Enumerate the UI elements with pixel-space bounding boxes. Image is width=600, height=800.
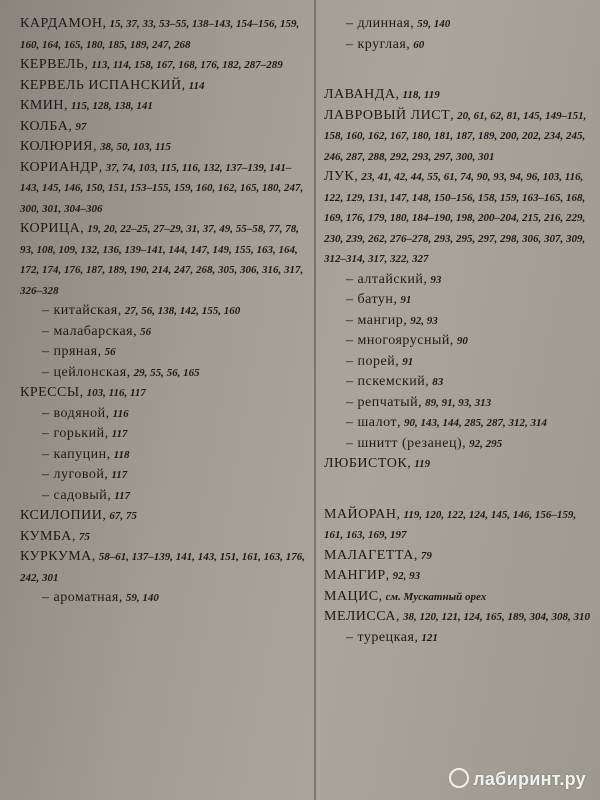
entry-term: ЛЮБИСТОК: [324, 456, 408, 471]
entry-pages: 119, 120, 122, 124, 145, 146, 156–159, 161, 163, 169, 197: [324, 508, 577, 541]
entry-pages: 75: [78, 530, 90, 543]
entry-term: МАНГИР: [324, 568, 386, 583]
entry-pages: 113, 114, 158, 167, 168, 176, 182, 287–289: [91, 59, 283, 71]
entry-term: КЕРВЕЛЬ ИСПАНСКИЙ: [20, 77, 182, 93]
entry-pages: 83: [432, 376, 444, 388]
entry-pages: 38, 120, 121, 124, 165, 189, 304, 308, 310: [403, 611, 591, 623]
entry-pages: 90, 143, 144, 285, 287, 312, 314: [404, 417, 548, 429]
entry-pages: 117: [111, 428, 128, 440]
index-subentry: – ароматная, 59, 140: [42, 590, 159, 605]
entry-pages: 29, 55, 56, 165: [133, 366, 200, 379]
index-subentry: – капуцин, 118: [42, 446, 130, 462]
index-subentry: – малабарская, 56: [42, 323, 152, 339]
index-entry: ЛАВРОВЫЙ ЛИСТ, 20, 61, 62, 81, 145, 149–151, 158, 160, 162, 167, 180, 181, 187, 189, 200, 202, 234, 245, 246, 287, 288, 292, 293, 297, 300, 301: [324, 107, 587, 163]
entry-pages: 121: [421, 631, 438, 644]
entry-term: МАЛАГЕТТА: [324, 547, 414, 563]
index-entry: МАЙОРАН, 119, 120, 122, 124, 145, 146, 156–159, 161, 163, 169, 197: [324, 506, 577, 541]
index-entry: МЕЛИССА, 38, 120, 121, 124, 165, 189, 304, 308, 310: [324, 609, 591, 624]
entry-pages: 118, 119: [402, 89, 440, 101]
entry-term: КЕРВЕЛЬ: [20, 57, 85, 72]
entry-pages: 92, 93: [410, 314, 438, 327]
index-entry: КРЕССЫ, 103, 116, 117: [20, 385, 146, 400]
index-entry: КЕРВЕЛЬ ИСПАНСКИЙ, 114: [20, 77, 205, 93]
index-entry: КОЛЮРИЯ, 38, 50, 103, 115: [20, 139, 171, 154]
index-entry: КОРИЦА, 19, 20, 22–25, 27–29, 31, 37, 49, 55–58, 77, 78, 93, 108, 109, 132, 136, 139–141, 144, 147, 149, 155, 163, 164, 172, 174, 176, 187, 189, 190, 214, 247, 268, 305, 306, 316, 317, 326–328: [20, 221, 304, 297]
index-subentry: – луговой, 117: [42, 467, 128, 482]
index-entry: ЛАВАНДА, 118, 119: [324, 87, 440, 102]
watermark-text: лабиринт.ру: [473, 769, 586, 789]
entry-term: – репчатый: [346, 394, 419, 410]
entry-pages: 20, 61, 62, 81, 145, 149–151, 158, 160, 162, 167, 180, 181, 187, 189, 200, 202, 234, 245, 246, 287, 288, 292, 293, 297, 300, 301: [324, 109, 587, 163]
entry-term: – круглая: [346, 36, 407, 52]
entry-pages: 92, 93: [392, 570, 421, 582]
entry-term: – шнитт (резанец): [346, 435, 463, 451]
labirint-logo-icon: [449, 768, 469, 788]
index-subentry: – многоярусный, 90: [346, 333, 468, 348]
index-subentry: – горький, 117: [42, 426, 128, 441]
entry-term: МАЙОРАН: [324, 506, 397, 522]
entry-pages: 15, 37, 33, 53–55, 138–143, 154–156, 159, 160, 164, 165, 180, 185, 189, 247, 268: [20, 18, 300, 51]
entry-pages: 37, 74, 103, 115, 116, 132, 137–139, 141–143, 145, 146, 150, 151, 153–155, 159, 160, 162, 165, 180, 247, 300, 301, 304–306: [20, 161, 304, 215]
entry-pages: 118: [113, 448, 130, 461]
entry-pages: 103, 116, 117: [86, 387, 146, 399]
index-entry: КЕРВЕЛЬ, 113, 114, 158, 167, 168, 176, 182, 287–289: [20, 57, 283, 72]
entry-term: – горький: [42, 426, 105, 441]
entry-term: – шалот: [346, 415, 398, 430]
entry-term: ЛАВРОВЫЙ ЛИСТ: [324, 107, 451, 123]
index-entry: КМИН, 115, 128, 138, 141: [20, 98, 153, 113]
entry-term: – длинная: [346, 16, 411, 31]
entry-term: КОЛБА: [20, 118, 69, 134]
entry-term: – ароматная: [42, 590, 119, 605]
entry-pages: 89, 91, 93, 313: [425, 396, 492, 409]
index-subentry: – турецкая, 121: [346, 629, 438, 645]
index-subentry: – шнитт (резанец), 92, 295: [346, 435, 503, 451]
entry-see-also: см. Мускатный орех: [385, 590, 487, 603]
index-entry: МАНГИР, 92, 93: [324, 568, 421, 583]
entry-pages: 60: [413, 38, 425, 51]
index-subentry: – алтайский, 93: [346, 271, 442, 287]
index-entry: КСИЛОПИИ, 67, 75: [20, 508, 137, 523]
entry-term: КАРДАМОН: [20, 16, 103, 31]
index-subentry: – шалот, 90, 143, 144, 285, 287, 312, 314: [346, 415, 548, 430]
index-subentry: – пскемский, 83: [346, 374, 444, 389]
entry-pages: 97: [75, 120, 87, 133]
entry-pages: 115, 128, 138, 141: [71, 100, 153, 112]
entry-pages: 119: [414, 458, 431, 470]
entry-pages: 117: [111, 469, 128, 481]
index-entry: КУМБА, 75: [20, 528, 90, 544]
index-subentry: – водяной, 116: [42, 405, 129, 421]
entry-pages: 38, 50, 103, 115: [100, 141, 171, 153]
entry-pages: 91: [400, 294, 412, 306]
entry-term: МЕЛИССА: [324, 609, 397, 624]
index-subentry: – порей, 91: [346, 353, 414, 369]
entry-pages: 58–61, 137–139, 141, 143, 151, 161, 163, 176, 242, 301: [20, 551, 306, 584]
index-entry: КОЛБА, 97: [20, 118, 87, 134]
index-entry: КУРКУМА, 58–61, 137–139, 141, 143, 151, 161, 163, 176, 242, 301: [20, 549, 306, 584]
index-column-right: [324, 14, 592, 648]
entry-pages: 56: [104, 346, 116, 358]
watermark: [449, 768, 586, 790]
index-column-left: [20, 14, 310, 609]
entry-term: – цейлонская: [42, 364, 127, 380]
entry-pages: 91: [402, 355, 414, 368]
entry-term: КСИЛОПИИ: [20, 508, 103, 523]
entry-pages: 56: [140, 325, 152, 338]
entry-pages: 79: [420, 549, 432, 562]
entry-term: – пряная: [42, 344, 98, 359]
entry-pages: 92, 295: [469, 437, 503, 450]
entry-pages: 23, 41, 42, 44, 55, 61, 74, 90, 93, 94, 96, 103, 116, 122, 129, 131, 147, 148, 150–156, 158, 159, 163–165, 168, 169, 176, 179, 180, 184–190, 198, 200–204, 215, 216, 229, 230, 239, 262, 276–278, 293, 295, 297, 298, 306, 307, 309, 312–314, 317, 322, 327: [324, 171, 586, 265]
entry-term: – батун: [346, 292, 394, 307]
entry-pages: 116: [112, 407, 129, 420]
index-subentry: – пряная, 56: [42, 344, 116, 359]
index-entry: ЛЮБИСТОК, 119: [324, 456, 431, 471]
entry-term: – водяной: [42, 405, 106, 421]
entry-term: КОРИАНДР: [20, 159, 99, 175]
entry-term: – пскемский: [346, 374, 426, 389]
entry-term: КМИН: [20, 98, 65, 113]
section-gap: [324, 55, 592, 77]
index-subentry: – садовый, 117: [42, 487, 131, 503]
entry-term: – садовый: [42, 487, 108, 503]
index-subentry: – китайская, 27, 56, 138, 142, 155, 160: [42, 303, 241, 318]
index-entry: КАРДАМОН, 15, 37, 33, 53–55, 138–143, 154–156, 159, 160, 164, 165, 180, 185, 189, 247, 268: [20, 16, 300, 51]
entry-term: – китайская: [42, 303, 118, 318]
entry-term: КУРКУМА: [20, 549, 92, 564]
entry-term: – алтайский: [346, 271, 424, 287]
entry-pages: 59, 140: [417, 18, 451, 30]
entry-pages: 19, 20, 22–25, 27–29, 31, 37, 49, 55–58, 77, 78, 93, 108, 109, 132, 136, 139–141, 144, 147, 149, 155, 163, 164, 172, 174, 176, 187, 189, 190, 214, 247, 268, 305, 306, 316, 317, 326–328: [20, 223, 304, 297]
entry-pages: 27, 56, 138, 142, 155, 160: [124, 305, 241, 317]
entry-term: КОЛЮРИЯ: [20, 139, 94, 154]
index-subentry: – цейлонская, 29, 55, 56, 165: [42, 364, 200, 380]
index-subentry: – репчатый, 89, 91, 93, 313: [346, 394, 492, 410]
index-subentry: – мангир, 92, 93: [346, 312, 438, 328]
entry-pages: 117: [114, 489, 131, 502]
entry-term: – турецкая: [346, 629, 415, 645]
entry-pages: 67, 75: [109, 510, 137, 522]
entry-pages: 114: [188, 79, 205, 92]
entry-pages: 90: [456, 335, 468, 347]
index-subentry: – батун, 91: [346, 292, 412, 307]
entry-pages: 93: [430, 273, 442, 286]
index-entry: ЛУК, 23, 41, 42, 44, 55, 61, 74, 90, 93, 94, 96, 103, 116, 122, 129, 131, 147, 148, 150–156, 158, 159, 163–165, 168, 169, 176, 179, 180, 184–190, 198, 200–204, 215, 216, 229, 230, 239, 262, 276–278, 293, 295, 297, 298, 306, 307, 309, 312–314, 317, 322, 327: [324, 169, 586, 265]
entry-term: КУМБА: [20, 528, 72, 544]
entry-term: – порей: [346, 353, 396, 369]
entry-term: КОРИЦА: [20, 221, 81, 236]
entry-term: КРЕССЫ: [20, 385, 80, 400]
entry-term: – капуцин: [42, 446, 107, 462]
index-entry: МАЦИС, см. Мускатный орех: [324, 588, 487, 604]
column-divider: [314, 0, 316, 800]
index-entry: МАЛАГЕТТА, 79: [324, 547, 432, 563]
entry-term: – мангир: [346, 312, 404, 328]
entry-term: – луговой: [42, 467, 105, 482]
entry-term: МАЦИС: [324, 588, 379, 604]
index-entry: КОРИАНДР, 37, 74, 103, 115, 116, 132, 137–139, 141–143, 145, 146, 150, 151, 153–155, 159, 160, 162, 165, 180, 247, 300, 301, 304–306: [20, 159, 304, 215]
index-subentry: – длинная, 59, 140: [346, 16, 451, 31]
section-gap: [324, 475, 592, 497]
entry-term: – малабарская: [42, 323, 134, 339]
entry-term: ЛУК: [324, 169, 355, 184]
index-subentry: – круглая, 60: [346, 36, 425, 52]
entry-term: – многоярусный: [346, 333, 450, 348]
entry-term: ЛАВАНДА: [324, 87, 396, 102]
entry-pages: 59, 140: [125, 592, 159, 604]
